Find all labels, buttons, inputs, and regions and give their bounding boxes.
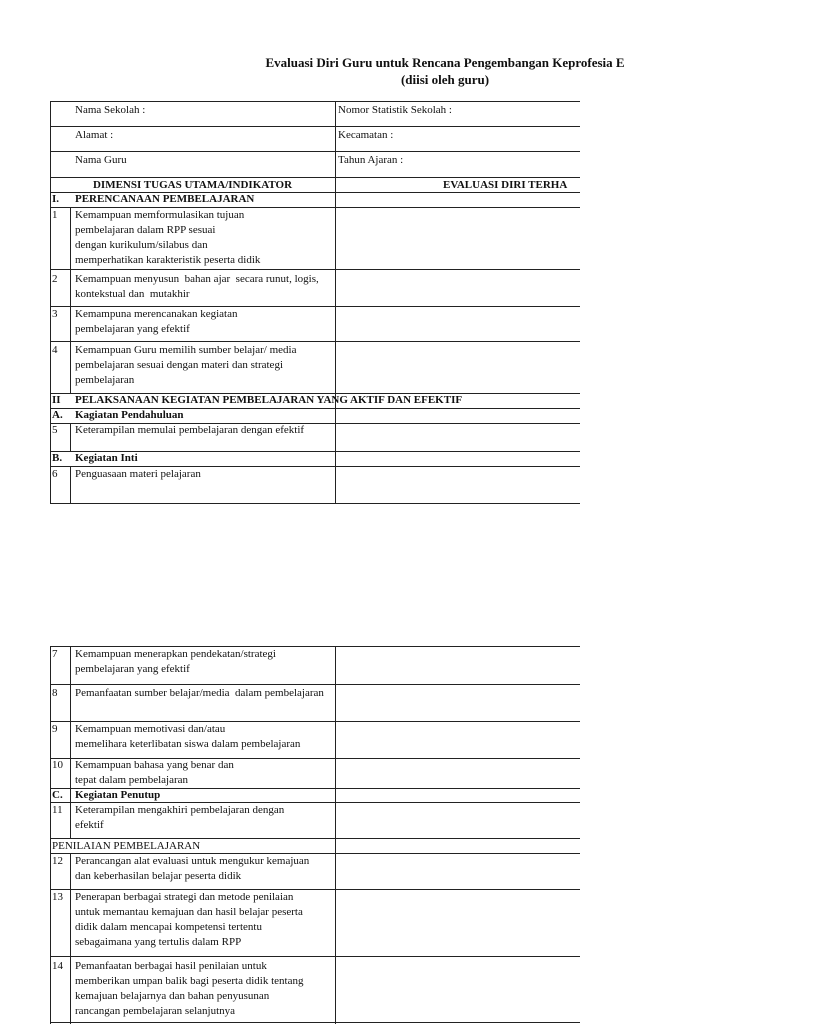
school-name-label: Nama Sekolah : bbox=[75, 104, 146, 116]
item-number: 7 bbox=[52, 648, 58, 660]
subsection-heading: Kegiatan Penutup bbox=[75, 789, 161, 801]
item-number: 10 bbox=[52, 759, 63, 771]
table1-hline bbox=[50, 341, 580, 342]
item-text: Kemampuan menyusun bahan ajar secara runut, logis, kontekstual dan mutakhir bbox=[75, 273, 319, 300]
subsection-heading: Kegiatan Inti bbox=[75, 452, 138, 464]
table1-num-divider-c bbox=[70, 466, 71, 504]
section-heading-assessment: PENILAIAN PEMBELAJARAN bbox=[52, 840, 201, 852]
table2-num-divider-b bbox=[70, 853, 71, 1024]
form-title-line2: (diisi oleh guru) bbox=[400, 72, 490, 87]
table2-hline bbox=[50, 684, 580, 685]
item-text: Kemampuna merencanakan kegiatan pembelajaran yang efektif bbox=[75, 308, 238, 335]
table1-hline bbox=[50, 126, 580, 127]
teacher-name-label: Nama Guru bbox=[75, 154, 127, 166]
subsection-letter: A. bbox=[52, 409, 63, 421]
table1-hline bbox=[50, 503, 580, 504]
item-number: 14 bbox=[52, 960, 63, 972]
table1-hline bbox=[50, 101, 580, 102]
subsection-letter: C. bbox=[52, 789, 63, 801]
section-heading: PELAKSANAAN KEGIATAN PEMBELAJARAN YANG AKTIF DAN EFEKTIF bbox=[75, 394, 463, 406]
item-text: Keterampilan mengakhiri pembelajaran dengan efektif bbox=[75, 804, 285, 831]
table1-hline bbox=[50, 269, 580, 270]
table2-hline bbox=[50, 956, 580, 957]
item-text: Pemanfaatan sumber belajar/media dalam pembelajaran bbox=[75, 687, 324, 699]
subsection-heading: Kagiatan Pendahuluan bbox=[75, 409, 184, 421]
section-number: I. bbox=[52, 193, 60, 205]
item-text: Keterampilan memulai pembelajaran dengan efektif bbox=[75, 424, 305, 436]
school-stat-number-label: Nomor Statistik Sekolah : bbox=[338, 104, 452, 116]
address-label: Alamat : bbox=[75, 129, 114, 141]
item-text: Pemanfaatan berbagai hasil penilaian untuk memberikan umpan balik bagi peserta didik tentang kemajuan belajarnya dan bahan penyusunan rancangan pembelajaran selanjutnya bbox=[75, 960, 304, 1017]
item-number: 13 bbox=[52, 891, 63, 903]
table1-col-divider bbox=[335, 101, 336, 504]
item-text: Kemampuan Guru memilih sumber belajar/ media pembelajaran sesuai dengan materi dan strategi pembelajaran bbox=[75, 344, 297, 386]
item-number: 2 bbox=[52, 273, 58, 285]
table2-hline bbox=[50, 1022, 580, 1023]
item-number: 12 bbox=[52, 855, 63, 867]
item-text: Penguasaan materi pelajaran bbox=[75, 468, 201, 480]
school-year-label: Tahun Ajaran : bbox=[338, 154, 404, 166]
table1-hline bbox=[50, 151, 580, 152]
table2-col-divider bbox=[335, 646, 336, 1024]
item-number: 8 bbox=[52, 687, 58, 699]
table2-left-border bbox=[50, 646, 51, 1024]
item-text: Perancangan alat evaluasi untuk mengukur kemajuan dan keberhasilan belajar peserta didik bbox=[75, 855, 310, 882]
item-text: Penerapan berbagai strategi dan metode penilaian untuk memantau kemajuan dan hasil belajar peserta didik dalam mencapai kompetensi tertentu sebagaimana yang tertulis dalam RPP bbox=[75, 891, 303, 948]
item-number: 6 bbox=[52, 468, 58, 480]
item-number: 3 bbox=[52, 308, 58, 320]
section-heading: PERENCANAAN PEMBELAJARAN bbox=[75, 193, 255, 205]
item-number: 9 bbox=[52, 723, 58, 735]
item-text: Kemampuan menerapkan pendekatan/strategi pembelajaran yang efektif bbox=[75, 648, 276, 675]
column-header-indicator: DIMENSI TUGAS UTAMA/INDIKATOR bbox=[92, 179, 293, 191]
item-number: 11 bbox=[52, 804, 63, 816]
table1-num-divider-b bbox=[70, 423, 71, 451]
subsection-letter: B. bbox=[52, 452, 63, 464]
column-header-evaluation: EVALUASI DIRI TERHA bbox=[443, 179, 568, 191]
form-title-line1: Evaluasi Diri Guru untuk Rencana Pengembangan Keprofesia E bbox=[265, 55, 625, 70]
item-text: Kemampuan bahasa yang benar dan tepat dalam pembelajaran bbox=[75, 759, 234, 786]
item-number: 5 bbox=[52, 424, 58, 436]
item-text: Kemampuan memformulasikan tujuan pembelajaran dalam RPP sesuai dengan kurikulum/silabus dan memperhatikan karakteristik peserta didik bbox=[75, 209, 261, 266]
form-title bbox=[50, 54, 840, 88]
item-number: 4 bbox=[52, 344, 58, 356]
table2-num-divider-a bbox=[70, 646, 71, 838]
item-text: Kemampuan memotivasi dan/atau memelihara keterlibatan siswa dalam pembelajaran bbox=[75, 723, 301, 750]
section-number: II bbox=[52, 394, 61, 406]
item-number: 1 bbox=[52, 209, 58, 221]
district-label: Kecamatan : bbox=[338, 129, 394, 141]
table1-num-divider-a bbox=[70, 207, 71, 394]
table1-left-border bbox=[50, 101, 51, 504]
